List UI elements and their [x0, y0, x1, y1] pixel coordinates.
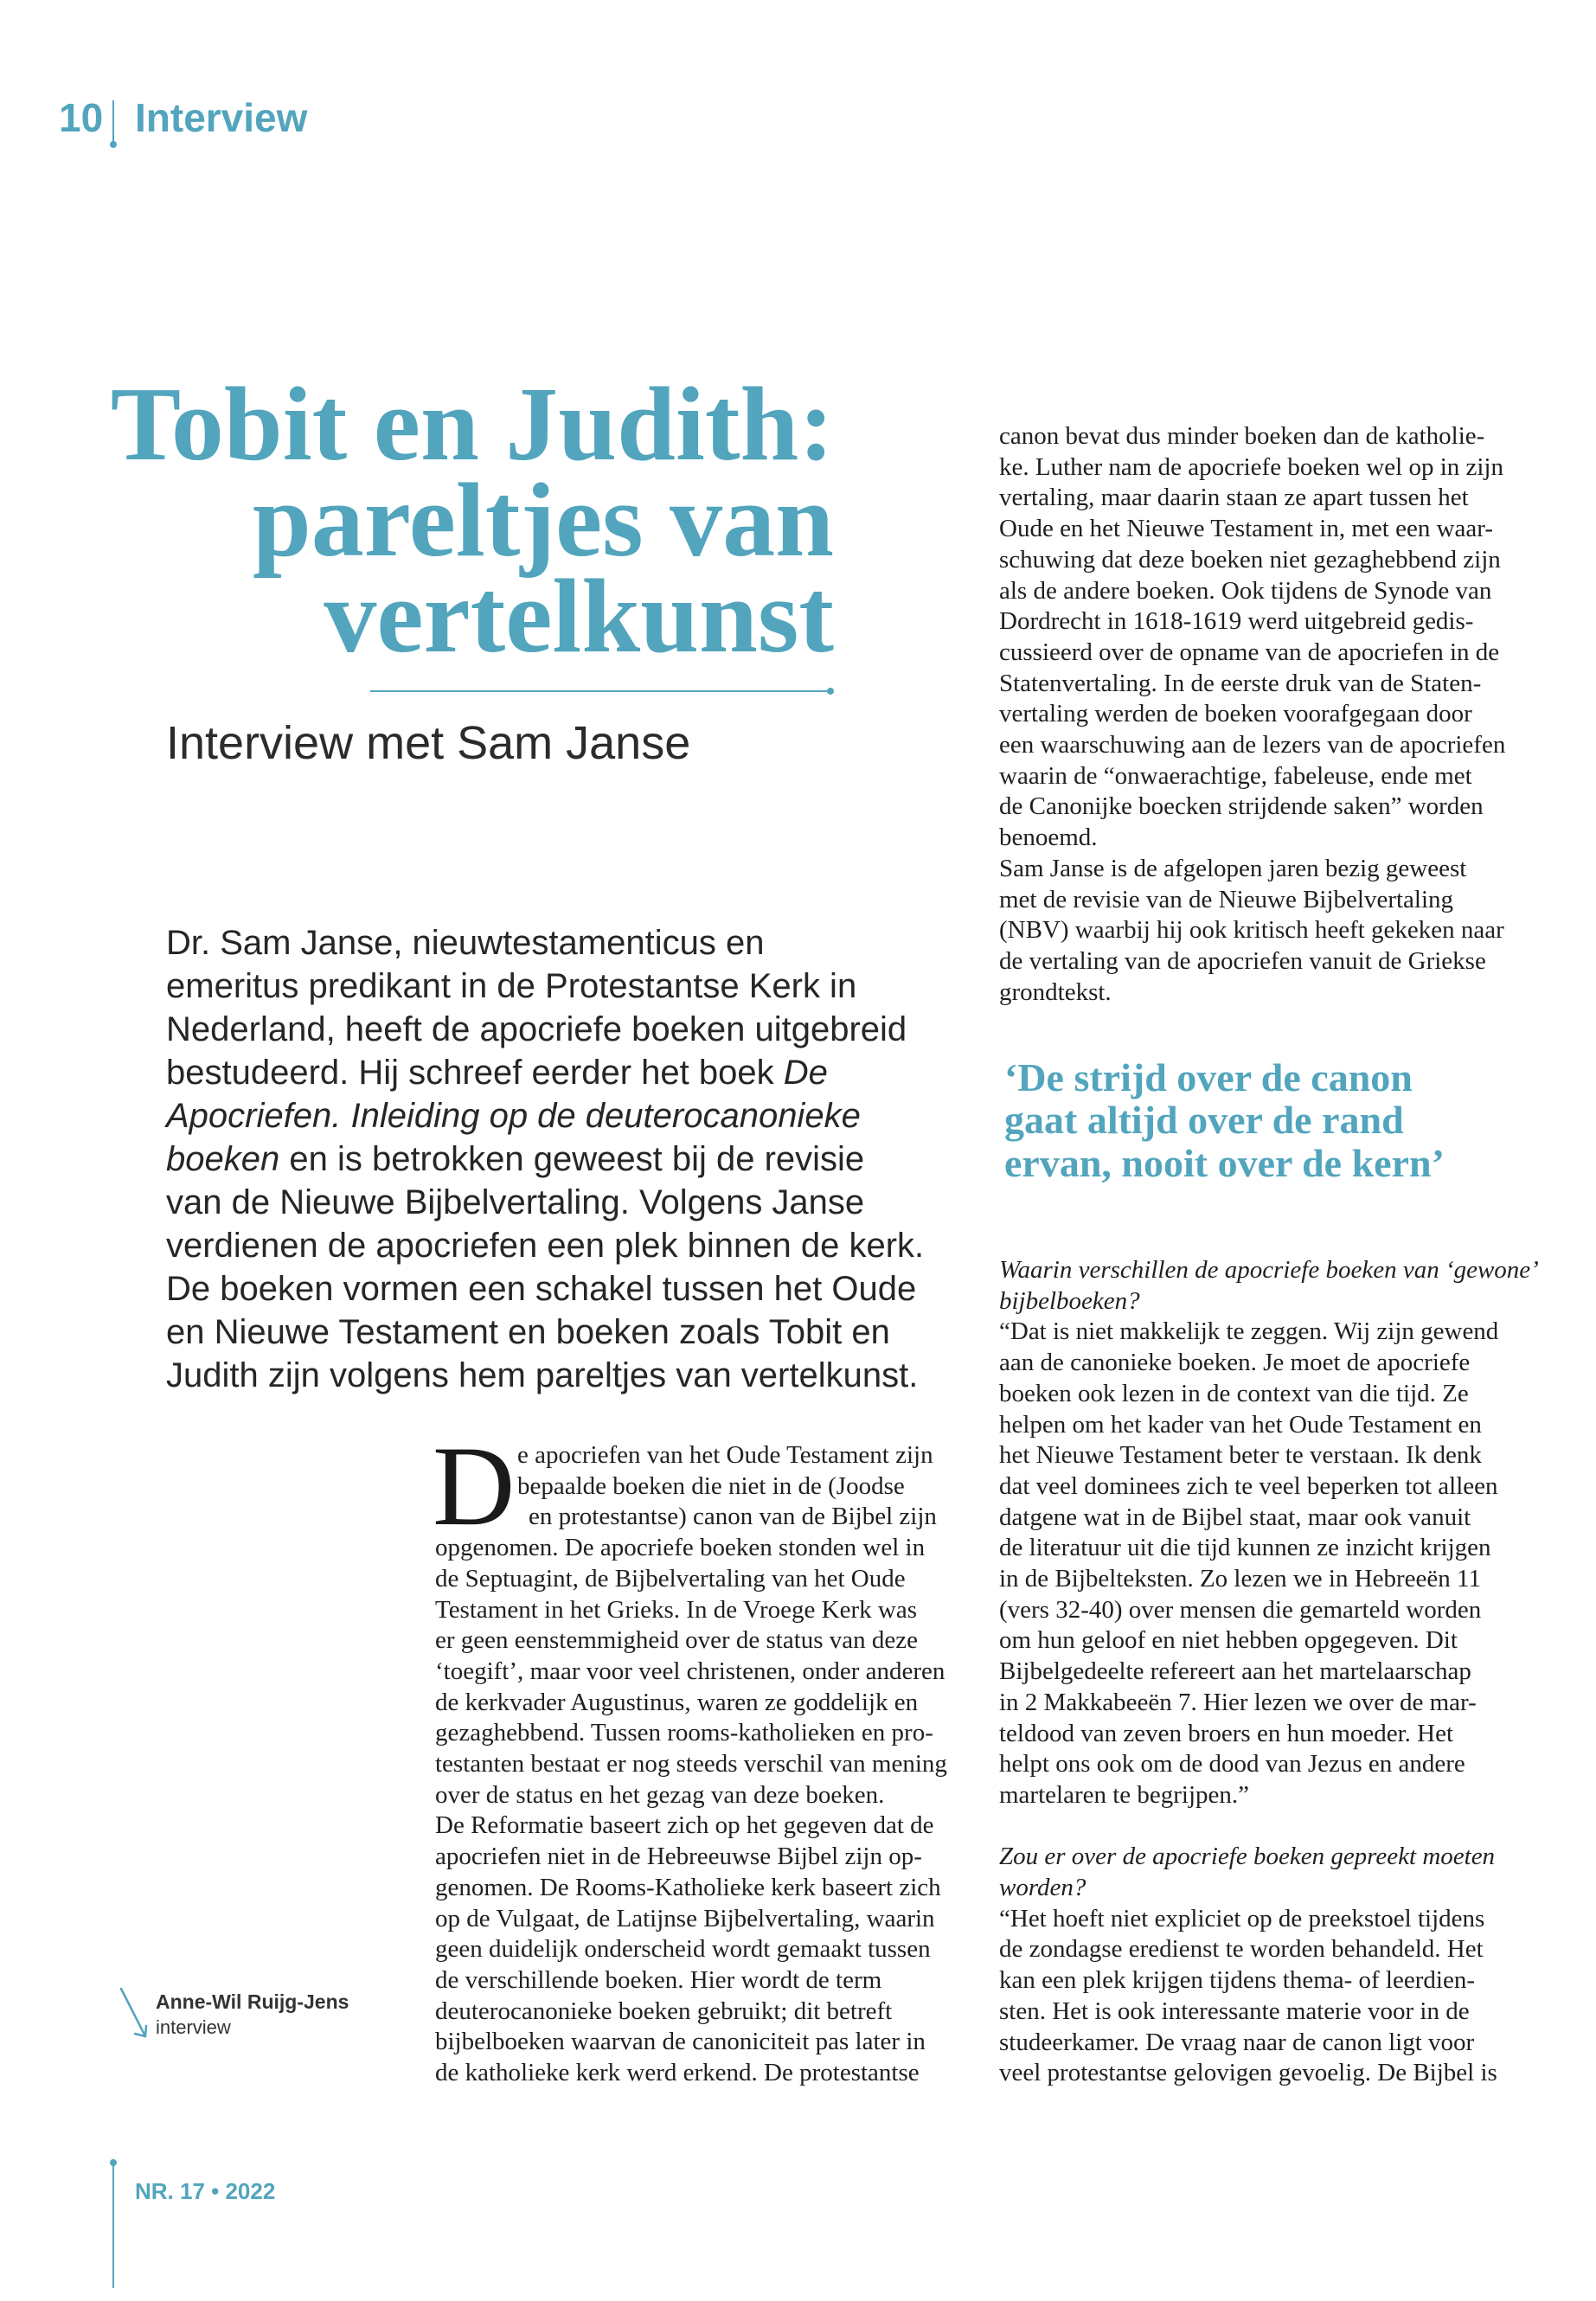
body-line: De Reformatie baseert zich op het gegeven dat de: [435, 1811, 934, 1840]
body-line: Sam Janse is de afgelopen jaren bezig geweest: [999, 854, 1467, 882]
body-line: vertaling werden de boeken voorafgegaan door: [999, 700, 1472, 728]
answer-line: in de Bijbelteksten. Zo lezen we in Hebreeën 11: [999, 1565, 1481, 1593]
body-line: ‘toegift’, maar voor veel christenen, onder anderen: [435, 1657, 945, 1685]
section-label: Interview: [135, 95, 308, 140]
question-line: bijbelboeken?: [999, 1286, 1140, 1315]
header-divider-dot: [110, 141, 117, 148]
answer-line: (vers 32-40) over mensen die gemarteld worden: [999, 1595, 1482, 1624]
answer-line: studeerkamer. De vraag naar de canon ligt voor: [999, 2028, 1475, 2056]
text-segment: en is betrokken geweest bij de revisie: [279, 1140, 865, 1178]
italic-text: Apocriefen. Inleiding op de deuterocanonieke: [166, 1097, 861, 1135]
author-name: Anne-Wil Ruijg-Jens: [156, 1990, 349, 2013]
intro-line: Dr. Sam Janse, nieuwtestamenticus en: [166, 924, 765, 962]
text-segment: bestudeerd. Hij schreef eerder het boek: [166, 1054, 784, 1092]
body-line: apocriefen niet in de Hebreeuwse Bijbel zijn op-: [435, 1843, 922, 1871]
question-line: worden?: [999, 1874, 1086, 1902]
intro-line: De boeken vormen een schakel tussen het Oude: [166, 1270, 917, 1308]
intro-line: Nederland, heeft de apocriefe boeken uitgebreid: [166, 1010, 907, 1048]
intro-line: en Nieuwe Testament en boeken zoals Tobit en: [166, 1313, 890, 1351]
answer-line: het Nieuwe Testament beter te verstaan. Ik denk: [999, 1441, 1482, 1470]
answer-line: martelaren te begrijpen.”: [999, 1780, 1250, 1809]
question: [999, 1255, 1553, 1317]
answer-line: de literatuur uit die tijd kunnen ze inzicht krijgen: [999, 1534, 1491, 1562]
qa-item: [999, 1255, 1553, 1811]
body-line: de Septuagint, de Bijbelvertaling van het Oude: [435, 1564, 906, 1593]
body-line: als de andere boeken. Ook tijdens de Synode van: [999, 576, 1492, 605]
body-line: geen duidelijk onderscheid wordt gemaakt tussen: [435, 1935, 931, 1964]
title-line: vertelkunst: [324, 558, 834, 675]
answer-line: sten. Het is ook interessante materie voor in de: [999, 1997, 1470, 2025]
author-role: interview: [156, 2016, 231, 2038]
intro-line: [166, 1138, 953, 1181]
body-line: genomen. De Rooms-Katholieke kerk baseert zich: [435, 1873, 941, 1901]
article-title: [35, 366, 834, 675]
body-line: schuwing dat deze boeken niet gezaghebbend zijn: [999, 545, 1501, 574]
body-line: over de status en het gezag van deze boeken.: [435, 1780, 885, 1809]
title-line: Tobit en Judith:: [110, 366, 834, 483]
answer: [999, 1317, 1553, 1811]
answer-line: “Dat is niet makkelijk te zeggen. Wij zijn gewend: [999, 1317, 1499, 1346]
body-line: Oude en het Nieuwe Testament in, met een waar-: [999, 515, 1493, 543]
body-line: bepaalde boeken die niet in de (Joodse: [517, 1471, 905, 1500]
answer-line: de zondagse eredienst te worden behandeld. Het: [999, 1935, 1484, 1964]
footer-divider: [112, 2163, 114, 2288]
byline-arrow-icon: [118, 1986, 152, 2041]
continued-text-column: [999, 421, 1553, 1008]
pull-quote-line: gaat altijd over de rand: [1004, 1098, 1404, 1143]
answer-line: veel protestantse gelovigen gevoelig. De Bijbel is: [999, 2059, 1497, 2087]
body-line: grondtekst.: [999, 977, 1112, 1006]
question-line: Zou er over de apocriefe boeken gepreekt moeten: [999, 1843, 1496, 1871]
pull-quote: [1004, 1056, 1558, 1184]
body-line: de Canonijke boecken strijdende saken” worden: [999, 792, 1484, 821]
body-line: waarin de “onwaerachtige, fabeleuse, ende met: [999, 761, 1472, 790]
body-line: bijbelboeken waarvan de canoniciteit pas later in: [435, 2028, 926, 2056]
answer-line: kan een plek krijgen tijdens thema- of leerdien-: [999, 1966, 1475, 1995]
answer-line: aan de canonieke boeken. Je moet de apocriefe: [999, 1349, 1471, 1377]
article-subtitle: Interview met Sam Janse: [166, 717, 691, 769]
italic-text: De: [783, 1054, 828, 1092]
question: [999, 1842, 1553, 1903]
body-line: de kerkvader Augustinus, waren ze goddelijk en: [435, 1688, 919, 1716]
title-line: pareltjes van: [252, 462, 834, 579]
body-line: canon bevat dus minder boeken dan de katholie-: [999, 422, 1485, 450]
qa-item: [999, 1842, 1553, 2089]
body-line: de katholieke kerk werd erkend. De protestantse: [435, 2059, 920, 2087]
intro-line: emeritus predikant in de Protestantse Kerk in: [166, 967, 857, 1005]
body-line: cussieerd over de opname van de apocriefen in de: [999, 638, 1500, 666]
article-body-column: [435, 1440, 963, 2089]
intro-line: Judith zijn volgens hem pareltjes van vertelkunst.: [166, 1356, 919, 1394]
body-line: Testament in het Grieks. In de Vroege Kerk was: [435, 1595, 917, 1624]
answer-line: datgene wat in de Bijbel staat, maar ook vanuit: [999, 1503, 1471, 1531]
question-line: Waarin verschillen de apocriefe boeken van ‘gewone’: [999, 1256, 1539, 1284]
body-line: opgenomen. De apocriefe boeken stonden wel in: [435, 1534, 926, 1562]
intro-line: [166, 1051, 953, 1094]
body-line: een waarschuwing aan de lezers van de apocriefen: [999, 731, 1506, 760]
intro-line: [166, 1094, 953, 1138]
body-line: gezaghebbend. Tussen rooms-katholieken en pro-: [435, 1719, 933, 1747]
italic-text: boeken: [166, 1140, 280, 1178]
body-line: er geen eenstemmigheid over de status van deze: [435, 1626, 919, 1655]
body-line: (NBV) waarbij hij ook kritisch heeft gekeken naar: [999, 916, 1504, 945]
footer-divider-dot: [110, 2159, 117, 2166]
body-line: Statenvertaling. In de eerste druk van de Staten-: [999, 669, 1482, 697]
answer-line: “Het hoeft niet expliciet op de preekstoel tijdens: [999, 1904, 1485, 1932]
body-line: de vertaling van de apocriefen vanuit de Griekse: [999, 946, 1486, 975]
body-line: testanten bestaat er nog steeds verschil van mening: [435, 1750, 947, 1779]
header-divider: [112, 100, 114, 144]
answer-line: teldood van zeven broers en hun moeder. Het: [999, 1719, 1454, 1747]
body-line: op de Vulgaat, de Latijnse Bijbelvertaling, waarin: [435, 1904, 935, 1932]
answer-line: Bijbelgedeelte refereert aan het martelaarschap: [999, 1657, 1471, 1686]
body-line: Dordrecht in 1618-1619 werd uitgebreid gedis-: [999, 607, 1474, 636]
intro-line: van de Nieuwe Bijbelvertaling. Volgens Janse: [166, 1183, 865, 1221]
pull-quote-line: ‘De strijd over de canon: [1004, 1055, 1413, 1099]
answer-line: helpt ons ook om de dood van Jezus en andere: [999, 1750, 1465, 1779]
title-divider-dot: [827, 688, 834, 695]
drop-cap: D: [433, 1422, 516, 1549]
body-line: met de revisie van de Nieuwe Bijbelvertaling: [999, 885, 1454, 913]
intro-line: verdienen de apocriefen een plek binnen de kerk.: [166, 1227, 925, 1265]
issue-label: NR. 17 • 2022: [135, 2178, 276, 2204]
body-line: vertaling, maar daarin staan ze apart tussen het: [999, 484, 1469, 512]
answer-line: boeken ook lezen in de context van die tijd. Ze: [999, 1379, 1469, 1407]
body-line: en protestantse) canon van de Bijbel zijn: [529, 1503, 937, 1531]
page-number: 10: [59, 95, 104, 140]
title-divider: [370, 690, 830, 692]
answer: [999, 1904, 1553, 2089]
body-line: de verschillende boeken. Hier wordt de term: [435, 1965, 882, 1994]
answer-line: helpen om het kader van het Oude Testament en: [999, 1410, 1482, 1439]
intro-paragraph: [166, 921, 953, 1397]
qa-section: [999, 1255, 1553, 2089]
body-line: ke. Luther nam de apocriefe boeken wel op in zijn: [999, 452, 1503, 481]
pull-quote-line: ervan, nooit over de kern’: [1004, 1140, 1445, 1185]
answer-line: dat veel dominees zich te veel beperken tot alleen: [999, 1471, 1498, 1500]
answer-line: om hun geloof en niet hebben opgegeven. Dit: [999, 1626, 1458, 1655]
body-line: e apocriefen van het Oude Testament zijn: [517, 1441, 933, 1469]
body-line: benoemd.: [999, 824, 1098, 852]
body-line: deuterocanonieke boeken gebruikt; dit betreft: [435, 1997, 893, 2025]
answer-line: in 2 Makkabeeën 7. Hier lezen we over de mar-: [999, 1688, 1477, 1716]
